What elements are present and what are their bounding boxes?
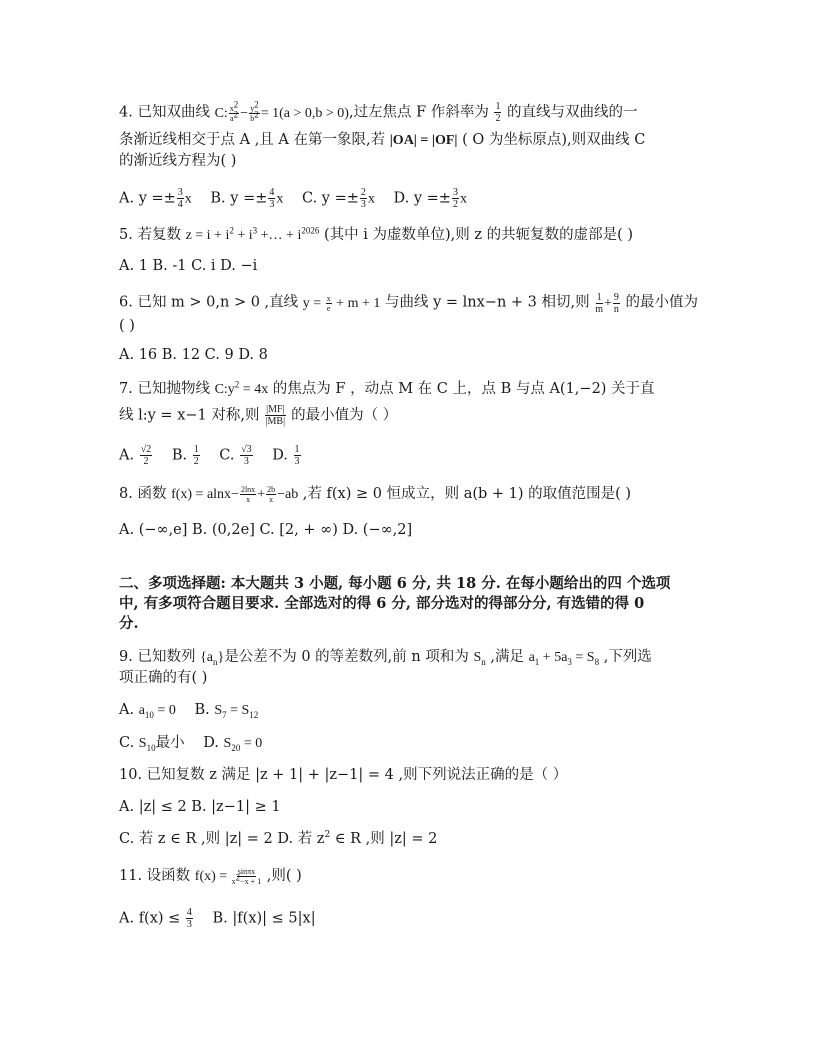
q8-function-formula: f(x) = alnx− $\frac{2\ln x}{x}$ + $\frac{2b}{x}$ −ab: [171, 485, 299, 505]
q9-option-c: C.: [119, 735, 139, 751]
q9-options-ab: A. $a_{10} = 0$ B. $S_7 = S_{12}$: [119, 702, 259, 720]
q11-line-1: 11. 设函数 f(x) = $\frac{\sin\pi x}{x^2-x + 1}$ ,则( ): [119, 867, 302, 887]
q4-options: A. y =± $\frac{3}{4}$ x B. y =± $\frac{4}{3}$ x C. y =± $\frac{2}{3}$ x D. y =± $\frac{3}{2}$ x: [119, 187, 467, 210]
q8-options: A. (−∞,e] B. (0,2e] C. [2, + ∞) D. (−∞,2]: [119, 522, 413, 538]
q4-slope-fraction: $\frac{1}{2}$: [495, 101, 501, 124]
q4-hyperbola-formula: C: $\frac{x^2}{a^2}$ − $\frac{y^2}{b^2}$ = 1(a > 0,b > 0): [214, 99, 349, 123]
q9-line-2: 项正确的有( ): [119, 670, 208, 686]
q9-option-d: D.: [203, 735, 224, 751]
q6-line-formula: y = $\frac{x}{e}$ + m + 1: [302, 294, 381, 313]
q7-option-b: B.: [171, 447, 192, 464]
q4-option-d: D. y =±: [393, 190, 451, 207]
q6-target-expression: $\frac{1}{m}$ + $\frac{9}{n}$: [595, 292, 619, 315]
q6-line-1: 6. 已知 m > 0,n > 0 ,直线 y = $\frac{x}{e}$ + m + 1 与曲线 y = lnx−n + 3 相切,则 $\frac{1}{m}$ + $\frac{9}{n}$ 的最小值为: [119, 292, 698, 315]
q7-option-c: C.: [219, 447, 240, 464]
q4-line-2: 条渐近线相交于点 A ,且 A 在第一象限,若 |OA| = |OF| ( O 为坐标原点),则双曲线 C: [119, 132, 646, 148]
q5-line-1: 5. 若复数 $z = i + i^2 + i^3$ +… + $i^{2026}$ (其中 i 为虚数单位),则 z 的共轭复数的虚部是( ): [119, 225, 634, 243]
q5-formula: $z = i + i^2 + i^3$ +… + $i^{2026}$: [185, 225, 320, 243]
q7-option-d: D.: [272, 447, 293, 464]
q11-function-formula: f(x) = $\frac{\sin\pi x}{x^2-x + 1}$: [194, 867, 262, 887]
q7-options: A. $\frac{√2}{2}$ B. $\frac{1}{2}$ C. $\frac{√3}{3}$ D. $\frac{1}{3}$: [119, 444, 300, 467]
q10-options-ab: A. |z| ≤ 2 B. |z−1| ≥ 1: [119, 799, 281, 815]
q7-parabola-formula: $C:y^2 = 4x$: [214, 379, 269, 397]
q10-options-cd: C. 若 z ∈ R ,则 |z| = 2 D. 若 $z^2$ ∈ R ,则 |z| = 2: [119, 830, 438, 847]
q11-option-b: B. |f(x)| ≤ 5|x|: [212, 910, 316, 927]
q11-options: A. f(x) ≤ $\frac{4}{3}$ B. |f(x)| ≤ 5|x|: [119, 907, 316, 930]
q7-ratio: $\frac{|MF|}{|MB|}$: [265, 404, 286, 427]
q9-sequence: $\{a_n\}$: [200, 650, 225, 667]
q6-line-2: ( ): [119, 318, 135, 334]
q6-options: A. 16 B. 12 C. 9 D. 8: [119, 347, 268, 363]
section2-line-3: 分.: [119, 615, 139, 632]
q10-line-1: 10. 已知复数 z 满足 |z + 1| + |z−1| = 4 ,则下列说法正确的是（ ）: [119, 767, 568, 783]
q7-line-2: 线 l:y = x−1 对称,则 $\frac{|MF|}{|MB|}$ 的最小值为（ ）: [119, 404, 398, 427]
q7-line-1: 7. 已知抛物线 $C:y^2 = 4x$ 的焦点为 F ，动点 M 在 C 上，点 B 与点 A(1,−2) 关于直: [119, 379, 655, 397]
q4-option-c: C. y =±: [302, 190, 359, 207]
q4-option-b: B. y =±: [210, 190, 268, 207]
q9-option-a: A.: [119, 702, 139, 718]
q4-line-1: 4. 已知双曲线 C: $\frac{x^2}{a^2}$ − $\frac{y^2}{b^2}$ = 1(a > 0,b > 0),过左焦点 F 作斜率为 $\frac{1}{2}$ 的直线与双曲线的一: [119, 99, 638, 124]
q11-option-a: A. f(x) ≤: [119, 910, 185, 927]
q9-condition: $a_1 + 5a_3 = S_8$: [528, 650, 600, 667]
q4-text: 4. 已知双曲线: [119, 104, 215, 121]
q9-options-cd: C. $S_{10}$最小 D. $S_{20} = 0$: [119, 735, 263, 753]
q9-option-b: B.: [194, 702, 215, 718]
q9-line-1: 9. 已知数列 $\{a_n\}$是公差不为 0 的等差数列,前 n 项和为 $S_n$ ,满足 $a_1 + 5a_3 = S_8$ ,下列选: [119, 649, 652, 667]
section2-line-2: 中, 有多项符合题目要求. 全部选对的得 6 分, 部分选对的得部分分, 有选错的得 0: [119, 595, 645, 612]
section2-line-1: 二、多项选择题: 本大题共 3 小题, 每小题 6 分, 共 18 分. 在每小题给出的四 个选项: [119, 575, 671, 592]
q4-condition: |OA| = |OF|: [389, 133, 458, 148]
q4-option-a: A. y =±: [119, 190, 176, 207]
q8-line-1: 8. 函数 f(x) = alnx− $\frac{2\ln x}{x}$ + $\frac{2b}{x}$ −ab ,若 f(x) ≥ 0 恒成立，则 a(b + 1) 的取值范围是( ): [119, 485, 632, 505]
q7-option-a: A.: [119, 447, 139, 464]
q4-line-3: 的渐近线方程为( ): [119, 153, 237, 169]
q5-options: A. 1 B. -1 C. i D. −i: [119, 258, 258, 274]
